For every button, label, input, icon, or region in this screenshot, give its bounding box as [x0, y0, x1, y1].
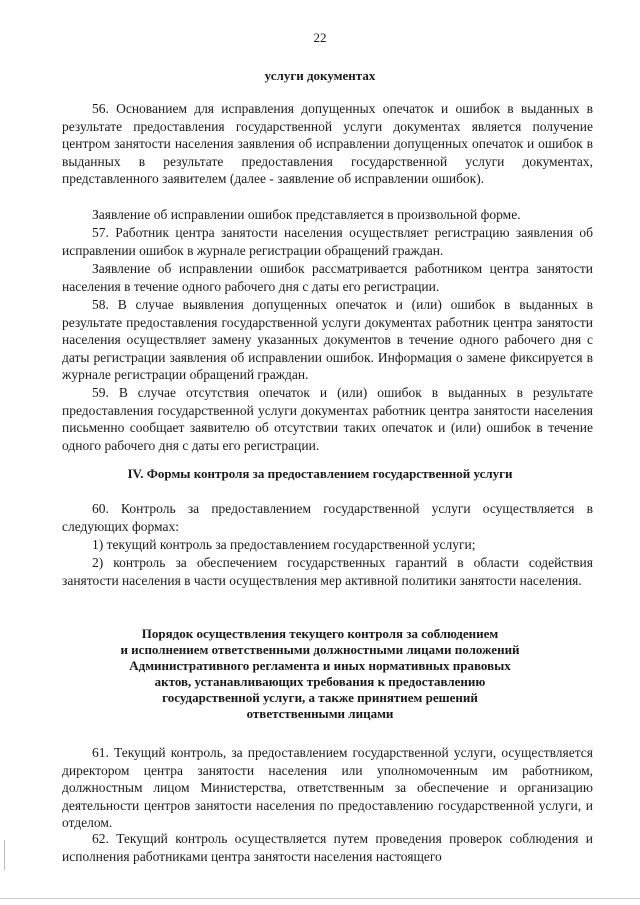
scan-edge-mark [4, 840, 5, 870]
heading-continued: услуги документах [264, 68, 376, 83]
scan-bottom-edge [0, 898, 640, 899]
subheading-line: актов, устанавливающих требования к предоставлению [154, 674, 486, 689]
subheading-line: государственной услуги, а также принятием решений [162, 690, 478, 705]
paragraph-61: 61. Текущий контроль, за предоставлением государственной услуги, осуществляется директором центра занятости населения или уполномоченным им работником, должностным лицом Министерства, ответственным за обеспечение и организацию деятельности центров занятости населения по предоставлению государственной услуги, и отделом. [62, 745, 593, 831]
paragraph-60-item-2: 2) контроль за обеспечением государственных гарантий в области содействия занятости населения в части осуществления мер активной политики занятости населения. [62, 555, 593, 588]
page-number: 22 [313, 30, 327, 45]
subheading-line: ответственными лицами [246, 706, 394, 721]
section-4-title: IV. Формы контроля за предоставлением государственной услуги [127, 466, 513, 481]
subheading-line: и исполнением ответственными должностными лицами положений [120, 642, 520, 657]
paragraph-56-note: Заявление об исправлении ошибок представляется в произвольной форме. [92, 207, 521, 222]
paragraph-57-note: Заявление об исправлении ошибок рассматривается работником центра занятости населения в течение одного рабочего дня с даты его регистрации. [62, 261, 593, 294]
paragraph-62: 62. Текущий контроль осуществляется путем проведения проверок соблюдения и исполнения работниками центра занятости населения настоящего [62, 831, 593, 864]
subheading-current-control [0, 626, 640, 722]
paragraph-59: 59. В случае отсутствия опечаток и (или) ошибок в выданных в результате предоставления государственной услуги документах работник центра занятости населения письменно сообщает заявителю об отсутствии таких опечаток и (или) ошибок в течение одного рабочего дня с даты его регистрации. [62, 385, 593, 453]
subheading-line: Административного регламента и иных нормативных правовых [129, 658, 511, 673]
paragraph-60-item-1: 1) текущий контроль за предоставлением государственной услуги; [92, 537, 476, 552]
paragraph-58: 58. В случае выявления допущенных опечаток и (или) ошибок в выданных в результате предоставления государственной услуги документах работник центра занятости населения осуществляет замену указанных документов в течение одного рабочего дня с даты регистрации заявления об исправлении ошибок. Информация о замене фиксируется в журнале регистрации обращений граждан. [62, 297, 593, 383]
paragraph-56: 56. Основанием для исправления допущенных опечаток и ошибок в выданных в результате предоставления государственной услуги документах является получение центром занятости населения заявления об исправлении допущенных опечаток и ошибок в выданных в результате предоставления государственной услуги документах, представленного заявителем (далее - заявление об исправлении ошибок). [62, 101, 593, 187]
paragraph-57: 57. Работник центра занятости населения осуществляет регистрацию заявления об исправлении ошибок в журнале регистрации обращений граждан. [62, 225, 593, 258]
paragraph-60: 60. Контроль за предоставлением государственной услуги осуществляется в следующих формах: [62, 501, 593, 534]
subheading-line: Порядок осуществления текущего контроля за соблюдением [141, 626, 499, 641]
